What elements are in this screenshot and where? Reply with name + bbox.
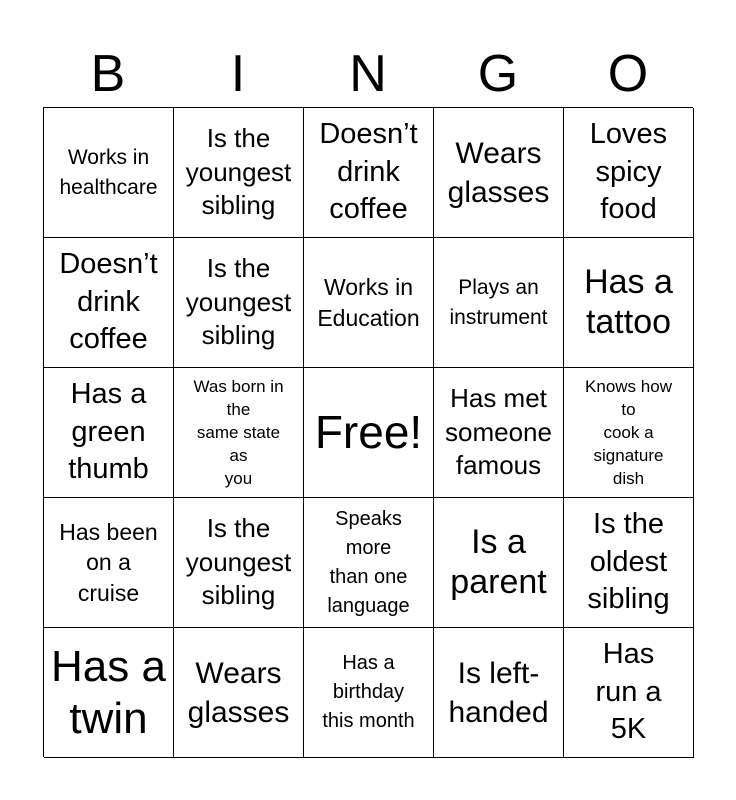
bingo-grid <box>43 107 693 757</box>
cell-text: Is the youngest sibling <box>185 122 292 221</box>
bingo-header <box>43 40 693 108</box>
cell-text: Doesn’t drink coffee <box>319 117 418 226</box>
bingo-cell-r1-c4[interactable] <box>434 108 564 238</box>
cell-text: Is the youngest sibling <box>185 252 292 351</box>
bingo-cell-r2-c5[interactable] <box>564 238 694 368</box>
cell-text: Doesn’t drink coffee <box>59 247 158 356</box>
bingo-cell-r3-c1[interactable] <box>44 368 174 498</box>
cell-text: Is a parent <box>450 523 547 601</box>
cell-text: Has a tattoo <box>584 263 673 341</box>
bingo-cell-r5-c5[interactable] <box>564 628 694 758</box>
bingo-cell-r5-c1[interactable] <box>44 628 174 758</box>
header-letter-i: I <box>230 45 246 103</box>
cell-text: Knows how to cook a signature dish <box>585 376 672 489</box>
bingo-cell-r3-c5[interactable] <box>564 368 694 498</box>
cell-text: Has a twin <box>51 642 166 743</box>
bingo-cell-r5-c2[interactable] <box>174 628 304 758</box>
cell-text: Free! <box>314 406 423 459</box>
bingo-cell-r3-c2[interactable] <box>174 368 304 498</box>
cell-text: Works in Education <box>317 274 420 331</box>
cell-text: Is the oldest sibling <box>587 507 670 616</box>
cell-text: Wears glasses <box>187 656 290 729</box>
cell-text: Loves spicy food <box>589 117 668 226</box>
cell-text: Is left- handed <box>448 656 549 729</box>
cell-text: Works in healthcare <box>59 146 158 199</box>
bingo-cell-r1-c3[interactable] <box>304 108 434 238</box>
cell-text: Has a birthday this month <box>322 652 415 732</box>
bingo-cell-r4-c5[interactable] <box>564 498 694 628</box>
bingo-cell-r2-c2[interactable] <box>174 238 304 368</box>
bingo-cell-r4-c3[interactable] <box>304 498 434 628</box>
bingo-cell-r4-c1[interactable] <box>44 498 174 628</box>
bingo-cell-r4-c2[interactable] <box>174 498 304 628</box>
bingo-cell-r2-c4[interactable] <box>434 238 564 368</box>
cell-text: Speaks more than one language <box>327 507 410 617</box>
cell-text: Is the youngest sibling <box>185 512 292 611</box>
header-letter-n: N <box>349 45 387 103</box>
bingo-cell-r5-c3[interactable] <box>304 628 434 758</box>
cell-text: Was born in the same state as you <box>193 376 284 489</box>
cell-text: Has run a 5K <box>595 637 662 746</box>
free-space[interactable] <box>304 368 434 498</box>
cell-text: Has been on a cruise <box>59 518 158 606</box>
cell-text: Wears glasses <box>447 136 550 209</box>
bingo-cell-r1-c5[interactable] <box>564 108 694 238</box>
bingo-cell-r1-c2[interactable] <box>174 108 304 238</box>
bingo-cell-r4-c4[interactable] <box>434 498 564 628</box>
cell-text: Plays an instrument <box>449 276 548 329</box>
bingo-cell-r5-c4[interactable] <box>434 628 564 758</box>
cell-text: Has a green thumb <box>68 377 149 486</box>
header-letter-b: B <box>90 45 126 103</box>
header-letter-g: G <box>477 45 519 103</box>
cell-text: Has met someone famous <box>445 382 552 481</box>
bingo-cell-r2-c3[interactable] <box>304 238 434 368</box>
bingo-cell-r3-c4[interactable] <box>434 368 564 498</box>
bingo-cell-r1-c1[interactable] <box>44 108 174 238</box>
header-letter-o: O <box>607 45 649 103</box>
bingo-cell-r2-c1[interactable] <box>44 238 174 368</box>
